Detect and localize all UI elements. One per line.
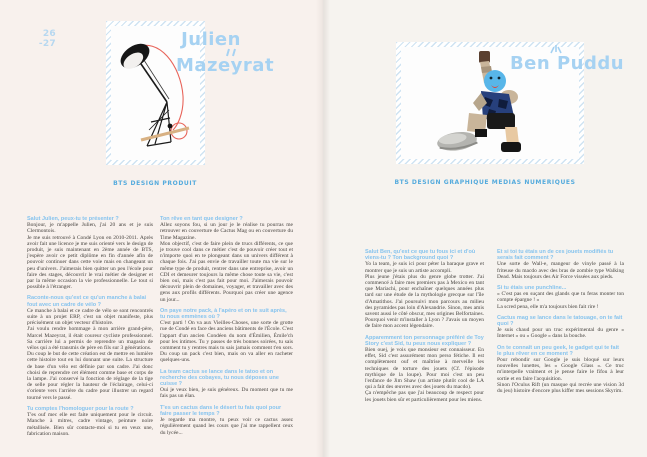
- interview-answer: Je regarde ma montre, tu peux voir ce cactus assez régulièrement quand les cours que j'ai me rappellent ceux du lycée...: [160, 417, 293, 436]
- interview-answer: Du coup le but de cette création est de mettre en lumière cette histoire tout en lui donnant une suite. La structure de base d'un vélo est définie par son cadre. J'ai donc choisi de reprendre cet élément comme base et corps de la lampe. J'ai conservé la fonction de réglage de la tige de selle pour régler la hauteur de l'éclairage, celui-ci s'oriente vers l'arrière du cadre pour illustrer un regard tourné vers le passé.: [27, 351, 153, 401]
- interview-answer: Sinon l'Oculus Rift (un masque qui recrée une vision 3d du jeu) histoire d'encore plus kiffer mes sessions Skyrim.: [497, 381, 624, 395]
- interview-answer: Ça n'empêche pas que j'ai beaucoup de respect pour les jouets bien sûr et particulièrement pour les miens.: [365, 390, 484, 403]
- interview-question: Apparemment ton personnage préféré de Toy Story c'est Sid, tu peux nous expliquer ?: [365, 334, 484, 347]
- interview-answer: Plus jeune j'étais plus du genre globe trotter. J'ai commencé à faire mes premiers pas à Mexico en tant que Mariachi, pour enchaîner quelques années plus tard sur une étude de la mythologie grecque sur l'île d'Amatithos. J'ai poursuivi mon parcours au milieu des pyramides pas loin d'Alexandrie. Sinon, mes amis savent aussi le côté obscur, mes origines Belfortaines. Pourquoi venir m'installer à Lyon ? J'avais un moyen de faire mon accent légendaire.: [365, 273, 484, 330]
- interview-question: On paye notre pack, à l'apéro et on te suit après, tu nous emmènes où ?: [160, 307, 287, 321]
- interview-answer: T'es ouf mec elle est faite uniquement pour le circuit. Manche à mitres, cadre vintage, peinture noire métallisée. Bien sûr contacte-moi si tu en veux une, fabrication maison.: [27, 412, 153, 437]
- designer-name-line1: Julien: [181, 29, 241, 50]
- interview-answer: Je me suis retrouvé à Condé Lyon en 2010-2011. Après avoir fait une licence je me suis orienté vers le design de produit, je suis maintenant en 2ème année de BTS, j'espère avoir ce petit diplôme en fin d'année afin de pouvoir continuer dans cette voie mais en changeant un peu d'univers. J'aimerais bien quitter un peu l'école pour faire des stages, découvrir le vrai métier de designer et par la même occasion la vie professionnelle. Le tout si possible à l'étranger.: [27, 234, 153, 291]
- interview-question: Si tu étais une punchline...: [497, 285, 567, 292]
- interview-answer: Je suis chaud pour un truc expérimental du genre « Internet » ou « Google » dans la bouche.: [497, 327, 624, 340]
- interview-question: La team cactus se lance dans le tatoo et on recherche des cobayes, tu nous déposes une cuisse ?: [160, 368, 279, 388]
- designer-name-line2: Mazeyrat: [175, 55, 275, 76]
- interview-column: [160, 216, 293, 436]
- page-number-top: 26: [42, 29, 56, 39]
- sparkle-icon: [548, 44, 564, 54]
- section-caption-right: BTS DESIGN GRAPHIQUE MEDIAS NUMERIQUES: [394, 179, 576, 186]
- interview-question: Salut Julien, peux-tu te présenter ?: [27, 216, 119, 222]
- interview-answer: Yo la team, je suis ici pour péter la baraque grave et montrer que je suis un artiste accompli.: [365, 261, 484, 274]
- interview-answer: Allez soyons fou, si un jour je le réalise tu pourras me retrouver en couverture de Cactus Mag ou en couverture du Time Magazine.: [160, 222, 293, 241]
- interview-answer: Ce manche à balai et ce cadre de vélo se sont rencontrés suite à un projet ERP, c'est un objet manifeste, plus précisément un objet vecteur d'histoire.: [27, 307, 153, 327]
- page-numbers: [30, 30, 56, 49]
- interview-question: Salut Ben, qu'est ce que tu fous ici et d'où viens-tu ? Ton background quoi ?: [365, 249, 476, 262]
- interview-question: On te connaît un peu geek, le gadget qui te fait le plus rêver en ce moment ?: [497, 344, 619, 357]
- interview-answer: J'ai voulu rendre hommage à mon arrière grand-père, Marcel Mazeyrat, il était coureur cycliste professionnel. Sa carrière lui a permis de reprendre un magasin de vélos qui a été transmis de père en fils sur 3 générations.: [27, 326, 153, 352]
- interview-question: Raconte-nous qu'est ce qu'un manche à balai fout avec un cadre de vélo ?: [27, 295, 147, 308]
- interview-column: [497, 249, 624, 394]
- interview-question: Et si toi tu étais un de ces jouets modifiés tu serais fait comment ?: [497, 249, 614, 262]
- interview-question: Ton rêve en tant que designer ?: [160, 216, 243, 222]
- page-number-bottom: -27: [38, 38, 56, 49]
- interview-answer: La scred pena, elle m'a toujours bien fait rire !: [497, 303, 599, 310]
- interview-question: Cactus mag se lance dans le tatouage, on te fait quoi ?: [497, 314, 623, 328]
- sparkle-icon: [224, 48, 238, 57]
- interview-answer: Mon objectif, c'est de faire plein de trucs différents, ce que je trouve cool dans ce métier c'est de pouvoir créer tout et n'importe quoi en te plongeant dans un univers différent à chaque fois. J'ai pas envie de travailler toute ma vie sur le même type de produit, rentrer dans une entreprise, avoir un CDI et demeurer toujours la même chose toute sa vie, c'est bien oui, mais c'est pas fait pour moi. J'aimerais pouvoir découvrir plein de domaines, voyager, et travailler avec des gens aux profils différents. Pourquoi pas créer une agence un jour...: [160, 240, 293, 303]
- interview-answer: Pour rebondir sur Google je suis bloqué sur leurs nouvelles lunettes, les « Google Glass ». Ce truc m'interpelle vraiment et je pense faire le fifou à leur sortie et en faire l'acquisition.: [497, 357, 624, 382]
- interview-answer: Bien ouej, je vois que monsieur est connaisseur. En effet, Sid c'est assurément mon perso fétiche. Il est complètement ouf et maîtrise à merveille les techniques de torture des jouets (Cf. l'épisode mythique de la loupe). Pour moi c'est un peu l'enfance de Jim Shaw (un artiste plutôt cool de LA qui a fait des œuvres avec des jouets du macdo).: [365, 347, 484, 391]
- interview-answer: Bonjour, je m'appelle Julien, j'ai 20 ans et je suis Clermontois.: [27, 222, 153, 235]
- section-caption-left: BTS DESIGN PRODUIT: [113, 180, 197, 187]
- interview-question: Tu comptes l'homologuer pour la route ?: [27, 405, 134, 412]
- designer-name-right: Ben Puddu: [509, 53, 625, 74]
- page-fold: [316, 0, 330, 457]
- interview-answer: Oui je veux bien, je suis généreux. Du moment que tu me fais pas un élan.: [160, 387, 293, 400]
- interview-column: [27, 216, 153, 437]
- interview-answer: « C'est pas en suçant des glands que tu feras monter ton compte épargne ! »: [497, 291, 624, 304]
- interview-answer: Une sorte de Wall-e, mangeur de vinyle passé à la friteuse du macdo avec des bras de zombie type Walking Dead. Mais toujours des Air Force vissées aux pieds.: [497, 261, 624, 280]
- interview-column: [365, 249, 484, 403]
- interview-answer: C'est parti ! On va aux Vieilles-Choses, une sorte de grotte rue de Condé en face des anciens bâtiments de l'École. C'est l'appart d'un ancien Condéen du nom d'Émilien, Émile'ch pour les intimes. Tu y passes de très bonnes soirées, tu sais comment tu y rentres mais tu sais jamais comment t'en sors. Du coup un pack c'est bien, mais on va aller en racheter quelques-uns.: [160, 320, 293, 364]
- interview-question: T'es un cactus dans le désert tu fais quoi pour faire passer le temps ?: [160, 404, 282, 417]
